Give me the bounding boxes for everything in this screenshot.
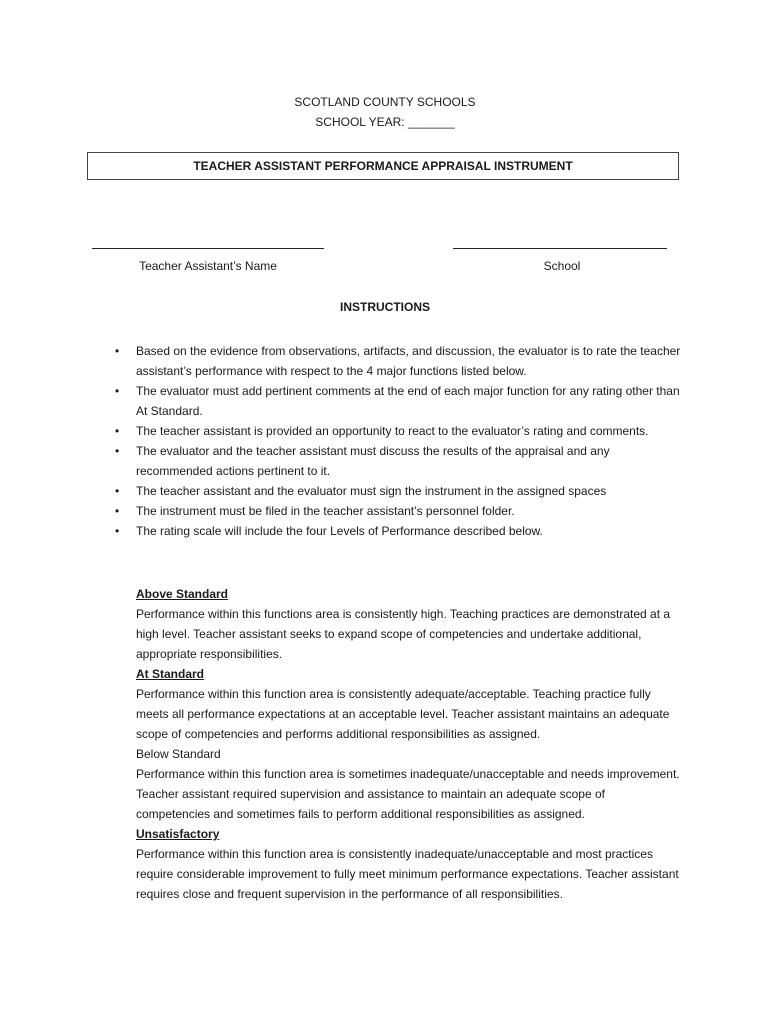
level-description-unsatisfactory: Performance within this function area is consistently inadequate/unacceptable and most practices require considerable improvement to fully meet minimum performance expectations. Teacher assistant requires close and frequent supervision in the performance of all responsibilities. <box>136 847 679 901</box>
level-heading-above-standard: Above Standard <box>136 587 229 601</box>
bullet-icon: • <box>115 524 120 538</box>
instruction-item <box>106 341 686 381</box>
instruction-item <box>106 421 686 441</box>
level-heading-unsatisfactory: Unsatisfactory <box>136 827 220 841</box>
instruction-item <box>106 441 686 481</box>
instruction-text: The rating scale will include the four Levels of Performance described below. <box>136 524 543 538</box>
bullet-icon: • <box>115 504 120 518</box>
school-label: School <box>543 259 581 273</box>
level-description-below-standard: Performance within this function area is sometimes inadequate/unacceptable and needs improvement. Teacher assistant required supervision and assistance to maintain an adequate scope of competencies and sometimes fails to perform additional responsibilities as assigned. <box>136 767 680 821</box>
instruction-item <box>106 521 686 541</box>
bullet-icon: • <box>115 444 120 458</box>
bullet-icon: • <box>115 384 120 398</box>
instruction-text: The evaluator must add pertinent comments at the end of each major function for any rating other than At Standard. <box>136 384 680 418</box>
teacher-assistant-name-line <box>92 248 324 249</box>
level-description-above-standard: Performance within this functions area is consistently high. Teaching practices are demonstrated at a high level. Teacher assistant seeks to expand scope of competencies and undertake additional, appropriate responsibilities. <box>136 607 671 661</box>
instruction-text: The teacher assistant is provided an opportunity to react to the evaluator’s rating and comments. <box>136 424 649 438</box>
instruction-text: The instrument must be filed in the teacher assistant’s personnel folder. <box>136 504 515 518</box>
school-year-field: SCHOOL YEAR: _______ <box>315 115 455 129</box>
instruction-item <box>106 501 686 521</box>
level-heading-at-standard: At Standard <box>136 667 205 681</box>
level-heading-below-standard: Below Standard <box>136 747 221 761</box>
teacher-assistant-name-label: Teacher Assistant’s Name <box>139 259 277 273</box>
level-description-at-standard: Performance within this function area is consistently adequate/acceptable. Teaching practice fully meets all performance expectations at an acceptable level. Teacher assistant maintains an adequate scope of competencies and performs additional responsibilities as assigned. <box>136 687 670 741</box>
instruction-text: The evaluator and the teacher assistant must discuss the results of the appraisal and any recommended actions pertinent to it. <box>136 444 610 478</box>
district-name: SCOTLAND COUNTY SCHOOLS <box>294 95 476 109</box>
instruction-text: Based on the evidence from observations, artifacts, and discussion, the evaluator is to rate the teacher assistant’s performance with respect to the 4 major functions listed below. <box>136 344 681 378</box>
bullet-icon: • <box>115 344 120 358</box>
instruction-text: The teacher assistant and the evaluator must sign the instrument in the assigned spaces <box>136 484 607 498</box>
bullet-icon: • <box>115 424 120 438</box>
performance-levels <box>136 584 681 904</box>
school-line <box>453 248 667 249</box>
instructions-heading: INSTRUCTIONS <box>340 300 430 314</box>
instruction-item <box>106 481 686 501</box>
bullet-icon: • <box>115 484 120 498</box>
instruction-item <box>106 381 686 421</box>
document-title: TEACHER ASSISTANT PERFORMANCE APPRAISAL INSTRUMENT <box>87 152 679 180</box>
instructions-list <box>106 341 686 541</box>
